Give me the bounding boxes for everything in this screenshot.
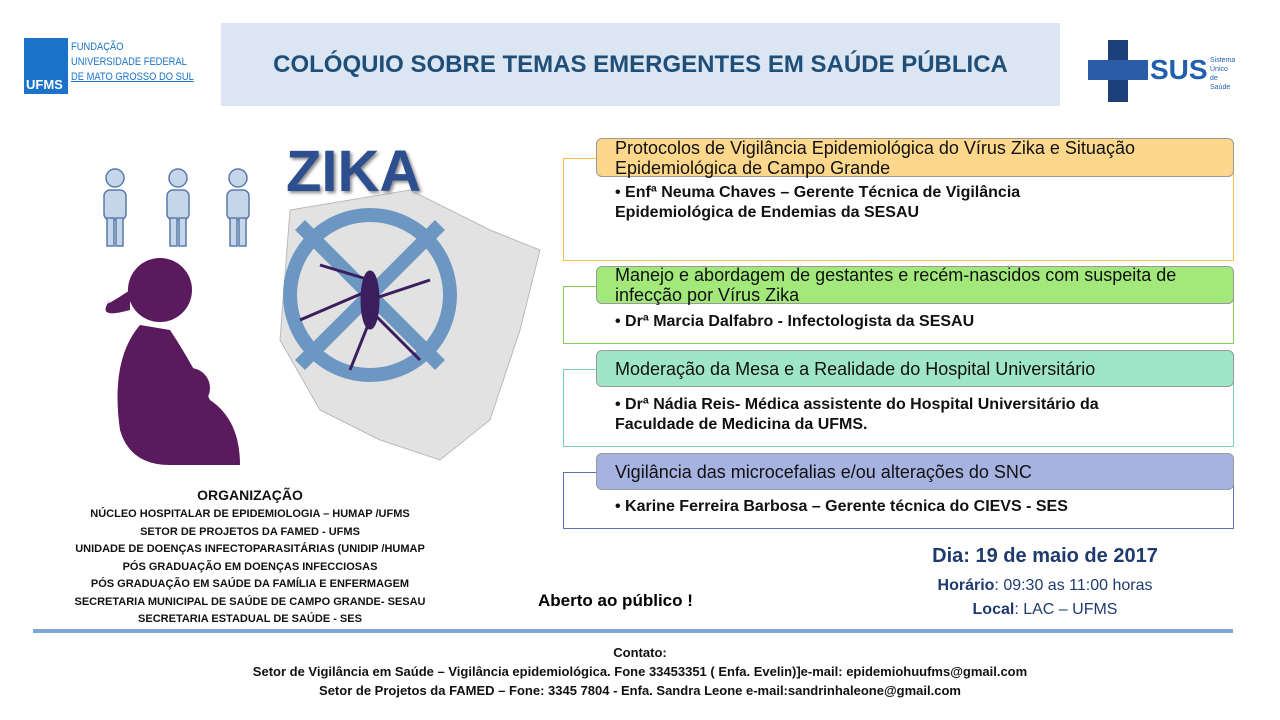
event-time: : 09:30 as 11:00 horas bbox=[994, 577, 1153, 594]
ufms-abbr: UFMS bbox=[26, 77, 63, 92]
divider bbox=[33, 629, 1233, 633]
speaker-text: Drª Marcia Dalfabro - Infectologista da SESAU bbox=[625, 313, 975, 330]
session-speaker: • Karine Ferreira Barbosa – Gerente técnica do CIEVS - SES bbox=[615, 498, 1068, 515]
organization-item: PÓS GRADUAÇÃO EM DOENÇAS INFECCIOSAS bbox=[122, 560, 378, 573]
session-speaker: • Drª Marcia Dalfabro - Infectologista da SESAU bbox=[615, 313, 975, 330]
organization-block bbox=[20, 487, 480, 629]
organization-item: SECRETARIA ESTADUAL DE SAÚDE - SES bbox=[138, 613, 362, 625]
event-date: Dia: 19 de maio de 2017 bbox=[932, 545, 1158, 567]
page-title: COLÓQUIO SOBRE TEMAS EMERGENTES EM SAÚDE PÚBLICA bbox=[273, 50, 1008, 78]
contact-line: Setor de Vigilância em Saúde – Vigilância epidemiológica. Fone 33453351 ( Enfa. Evelin)]e-mail: epidemiohuufms@gmail.com bbox=[252, 664, 1028, 679]
ufms-line: UNIVERSIDADE FEDERAL bbox=[71, 56, 187, 68]
session-title: Protocolos de Vigilância Epidemiológica do Vírus Zika e Situação Epidemiológica de Campo Grande bbox=[596, 138, 1234, 177]
ufms-logo-text bbox=[71, 40, 194, 85]
organization-item: SETOR DE PROJETOS DA FAMED - UFMS bbox=[140, 525, 360, 538]
organization-heading: ORGANIZAÇÃO bbox=[197, 487, 303, 503]
zika-heading: ZIKA bbox=[286, 139, 422, 204]
contact-line: Setor de Projetos da FAMED – Fone: 3345 7804 - Enfa. Sandra Leone e-mail:sandrinhaleone@gmail.com bbox=[319, 683, 961, 698]
public-note: Aberto ao público ! bbox=[538, 591, 693, 610]
sus-sub: Único bbox=[1210, 66, 1228, 73]
organization-item: SECRETARIA MUNICIPAL DE SAÚDE DE CAMPO GRANDE- SESAU bbox=[74, 595, 426, 608]
ufms-logo-mark bbox=[24, 38, 68, 94]
sus-sub: Sistema bbox=[1210, 57, 1236, 64]
session-speaker: • Drª Nádia Reis- Médica assistente do Hospital Universitário da Faculdade de Medicina da UFMS. bbox=[615, 396, 1099, 433]
ufms-line: DE MATO GROSSO DO SUL bbox=[71, 71, 194, 83]
sus-wordmark: SUS bbox=[1150, 54, 1208, 85]
ufms-line: FUNDAÇÃO bbox=[71, 41, 124, 53]
organization-item: PÓS GRADUAÇÃO EM SAÚDE DA FAMÍLIA E ENFERMAGEM bbox=[90, 578, 410, 590]
event-info bbox=[880, 545, 1210, 622]
mother-baby-illustration bbox=[90, 150, 270, 465]
organization-item: NÚCLEO HOSPITALAR DE EPIDEMIOLOGIA – HUMAP /UFMS bbox=[90, 508, 410, 520]
sus-logo bbox=[1088, 40, 1238, 102]
speaker-text: Karine Ferreira Barbosa – Gerente técnica do CIEVS - SES bbox=[625, 498, 1068, 515]
zika-map-mosquito-illustration bbox=[260, 170, 560, 470]
place-label: Local bbox=[972, 601, 1015, 618]
cross-icon bbox=[1088, 40, 1148, 102]
event-place: : LAC – UFMS bbox=[1014, 601, 1118, 618]
title-banner bbox=[221, 23, 1060, 106]
session-speaker: • Enfª Neuma Chaves – Gerente Técnica de Vigilância Epidemiológica de Endemias da SESAU bbox=[615, 184, 1021, 221]
contact-heading: Contato: bbox=[613, 645, 667, 660]
speaker-text: Enfª Neuma Chaves – Gerente Técnica de Vigilância Epidemiológica de Endemias da SESAU bbox=[615, 184, 1021, 221]
session-title: Manejo e abordagem de gestantes e recém-nascidos com suspeita de infecção por Vírus Zika bbox=[596, 266, 1234, 304]
organization-item: UNIDADE DE DOENÇAS INFECTOPARASITÁRIAS (UNIDIP /HUMAP bbox=[75, 543, 425, 555]
sus-sub: de Saúde bbox=[1210, 75, 1231, 91]
time-label: Horário bbox=[937, 577, 995, 594]
session-title: Moderação da Mesa e a Realidade do Hospital Universitário bbox=[596, 350, 1234, 387]
session-title: Vigilância das microcefalias e/ou alterações do SNC bbox=[596, 453, 1234, 490]
contact-block bbox=[0, 643, 1280, 700]
speaker-text: Drª Nádia Reis- Médica assistente do Hospital Universitário da Faculdade de Medicina da UFMS. bbox=[615, 396, 1099, 433]
